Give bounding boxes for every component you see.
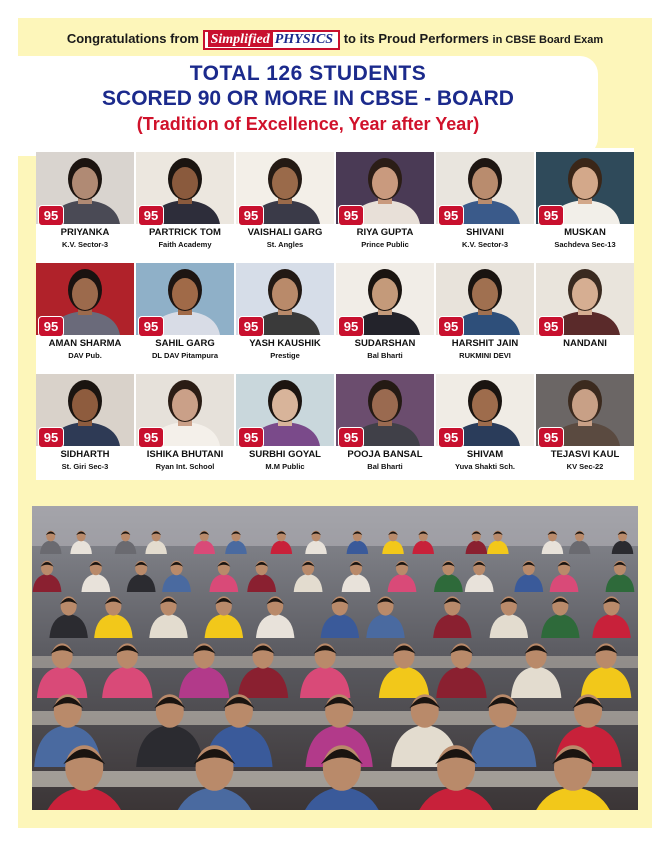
congrats-suffix: to its Proud Performers [343, 31, 489, 46]
student-card [136, 263, 234, 369]
score-badge: 95 [538, 205, 564, 226]
student-name: POOJA BANSAL [347, 449, 423, 460]
student-school: KV Sec-22 [566, 462, 604, 471]
score-badge: 95 [138, 427, 164, 448]
brand-logo [203, 30, 340, 50]
student-school: Prince Public [361, 240, 409, 249]
score-badge: 95 [438, 427, 464, 448]
student-school: Prestige [270, 351, 300, 360]
student-school: DAV Pub. [68, 351, 102, 360]
student-name: PARTRICK TOM [149, 227, 221, 238]
poster [18, 18, 652, 828]
score-badge: 95 [38, 427, 64, 448]
student-school: Sachdeva Sec-13 [554, 240, 616, 249]
student-school: M.M Public [265, 462, 305, 471]
score-badge: 95 [238, 316, 264, 337]
student-school: K.V. Sector-3 [62, 240, 108, 249]
brand-simplified: Simplified [208, 32, 273, 47]
score-badge: 95 [438, 316, 464, 337]
student-card [236, 263, 334, 369]
score-badge: 95 [338, 427, 364, 448]
score-badge: 95 [138, 316, 164, 337]
student-card [536, 374, 634, 480]
student-card [36, 263, 134, 369]
score-badge: 95 [338, 316, 364, 337]
student-grid [36, 148, 634, 480]
student-name: TEJASVI KAUL [550, 449, 620, 460]
student-card [436, 374, 534, 480]
student-name: ISHIKA BHUTANI [146, 449, 224, 460]
classroom-photo-image [32, 506, 638, 810]
student-name: HARSHIT JAIN [451, 338, 519, 349]
student-card [536, 152, 634, 258]
student-name: RIYA GUPTA [356, 227, 414, 238]
student-card [336, 263, 434, 369]
student-card [336, 152, 434, 258]
student-name: MUSKAN [564, 227, 606, 238]
student-school: Faith Academy [158, 240, 212, 249]
headline-scored: SCORED 90 OR MORE IN CBSE - BOARD [102, 87, 514, 110]
student-name: SUDARSHAN [354, 338, 416, 349]
student-name: NANDANI [563, 338, 607, 349]
score-badge: 95 [538, 427, 564, 448]
student-school: St. Giri Sec-3 [61, 462, 109, 471]
student-name: SIDHARTH [60, 449, 110, 460]
student-name: AMAN SHARMA [48, 338, 122, 349]
student-card [536, 263, 634, 369]
student-name: SHIVANI [466, 227, 504, 238]
student-name: YASH KAUSHIK [249, 338, 321, 349]
student-name: SURBHI GOYAL [249, 449, 321, 460]
score-badge: 95 [238, 427, 264, 448]
student-card [236, 374, 334, 480]
student-school: RUKMINI DEVI [459, 351, 511, 360]
brand-physics: PHYSICS [274, 32, 334, 47]
classroom-photo [32, 506, 638, 810]
score-badge: 95 [538, 316, 564, 337]
score-badge: 95 [238, 205, 264, 226]
student-school: Ryan Int. School [155, 462, 215, 471]
student-card [136, 374, 234, 480]
student-card [336, 374, 434, 480]
student-card [436, 152, 534, 258]
student-card [236, 152, 334, 258]
student-card [36, 374, 134, 480]
congratulations-line [18, 30, 652, 50]
student-name: VAISHALI GARG [247, 227, 323, 238]
student-name: PRIYANKA [60, 227, 110, 238]
student-school: Bal Bharti [367, 462, 403, 471]
headline-tagline: (Tradition of Excellence, Year after Year) [136, 114, 480, 134]
exam-label: in CBSE Board Exam [492, 34, 604, 46]
student-name: SAHIL GARG [155, 338, 215, 349]
student-school: Bal Bharti [367, 351, 403, 360]
student-school: K.V. Sector-3 [462, 240, 508, 249]
score-badge: 95 [138, 205, 164, 226]
score-badge: 95 [438, 205, 464, 226]
headline-total: TOTAL 126 STUDENTS [189, 62, 427, 85]
congrats-prefix: Congratulations from [66, 31, 199, 46]
score-badge: 95 [338, 205, 364, 226]
score-badge: 95 [38, 205, 64, 226]
student-school: Yuva Shakti Sch. [454, 462, 516, 471]
student-school: St. Angles [266, 240, 304, 249]
student-card [36, 152, 134, 258]
student-name: SHIVAM [466, 449, 504, 460]
student-card [136, 152, 234, 258]
headline-banner [18, 56, 598, 156]
student-card [436, 263, 534, 369]
student-school: DL DAV Pitampura [152, 351, 218, 360]
score-badge: 95 [38, 316, 64, 337]
